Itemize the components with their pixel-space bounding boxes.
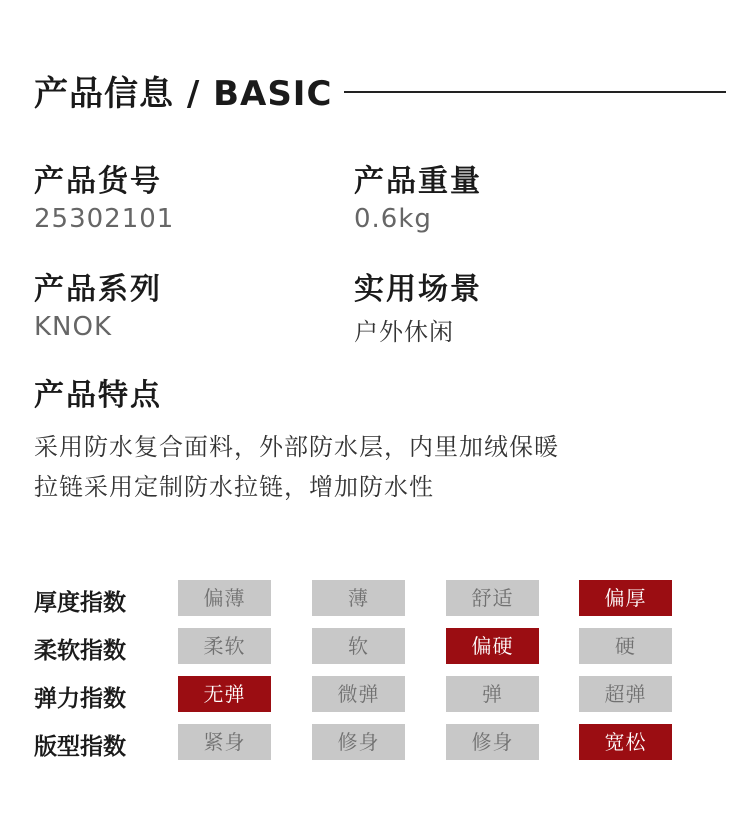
index-chip: 微弹 <box>312 676 405 712</box>
section-header <box>34 66 726 115</box>
index-chip: 紧身 <box>178 724 271 760</box>
index-chip: 软 <box>312 628 405 664</box>
index-label: 厚度指数 <box>34 590 126 616</box>
index-row-softness <box>34 628 714 668</box>
field-value: 0.6kg <box>354 204 432 234</box>
field-label: 产品系列 <box>34 272 162 307</box>
feature-line: 拉链采用定制防水拉链，增加防水性 <box>34 473 434 501</box>
index-row-thickness <box>34 580 714 620</box>
index-label: 版型指数 <box>34 734 126 760</box>
index-label: 柔软指数 <box>34 638 126 664</box>
index-chip: 硬 <box>579 628 672 664</box>
feature-line: 采用防水复合面料，外部防水层，内里加绒保暖 <box>34 433 559 461</box>
field-label: 产品重量 <box>354 164 482 199</box>
index-chip: 修身 <box>446 724 539 760</box>
index-chip: 偏薄 <box>178 580 271 616</box>
header-rule <box>344 91 726 93</box>
field-label: 产品货号 <box>34 164 162 199</box>
index-chip: 柔软 <box>178 628 271 664</box>
index-chip-selected: 偏厚 <box>579 580 672 616</box>
index-chip: 弹 <box>446 676 539 712</box>
field-label: 实用场景 <box>354 272 482 307</box>
field-product-weight <box>354 156 482 234</box>
field-value: KNOK <box>34 312 113 342</box>
index-label: 弹力指数 <box>34 686 126 712</box>
field-product-series <box>34 264 162 342</box>
section-title: 产品信息 / BASIC <box>34 74 333 114</box>
field-product-code <box>34 156 174 234</box>
index-chip: 修身 <box>312 724 405 760</box>
index-row-elasticity <box>34 676 714 716</box>
features-title: 产品特点 <box>34 378 162 413</box>
index-chip: 超弹 <box>579 676 672 712</box>
field-value: 户外休闲 <box>354 318 454 346</box>
index-chip-selected: 无弹 <box>178 676 271 712</box>
index-chip: 舒适 <box>446 580 539 616</box>
index-row-fit <box>34 724 714 764</box>
index-chip: 薄 <box>312 580 405 616</box>
index-chip-selected: 宽松 <box>579 724 672 760</box>
field-value: 25302101 <box>34 204 175 234</box>
index-chip-selected: 偏硬 <box>446 628 539 664</box>
field-usage-scene <box>354 264 482 347</box>
